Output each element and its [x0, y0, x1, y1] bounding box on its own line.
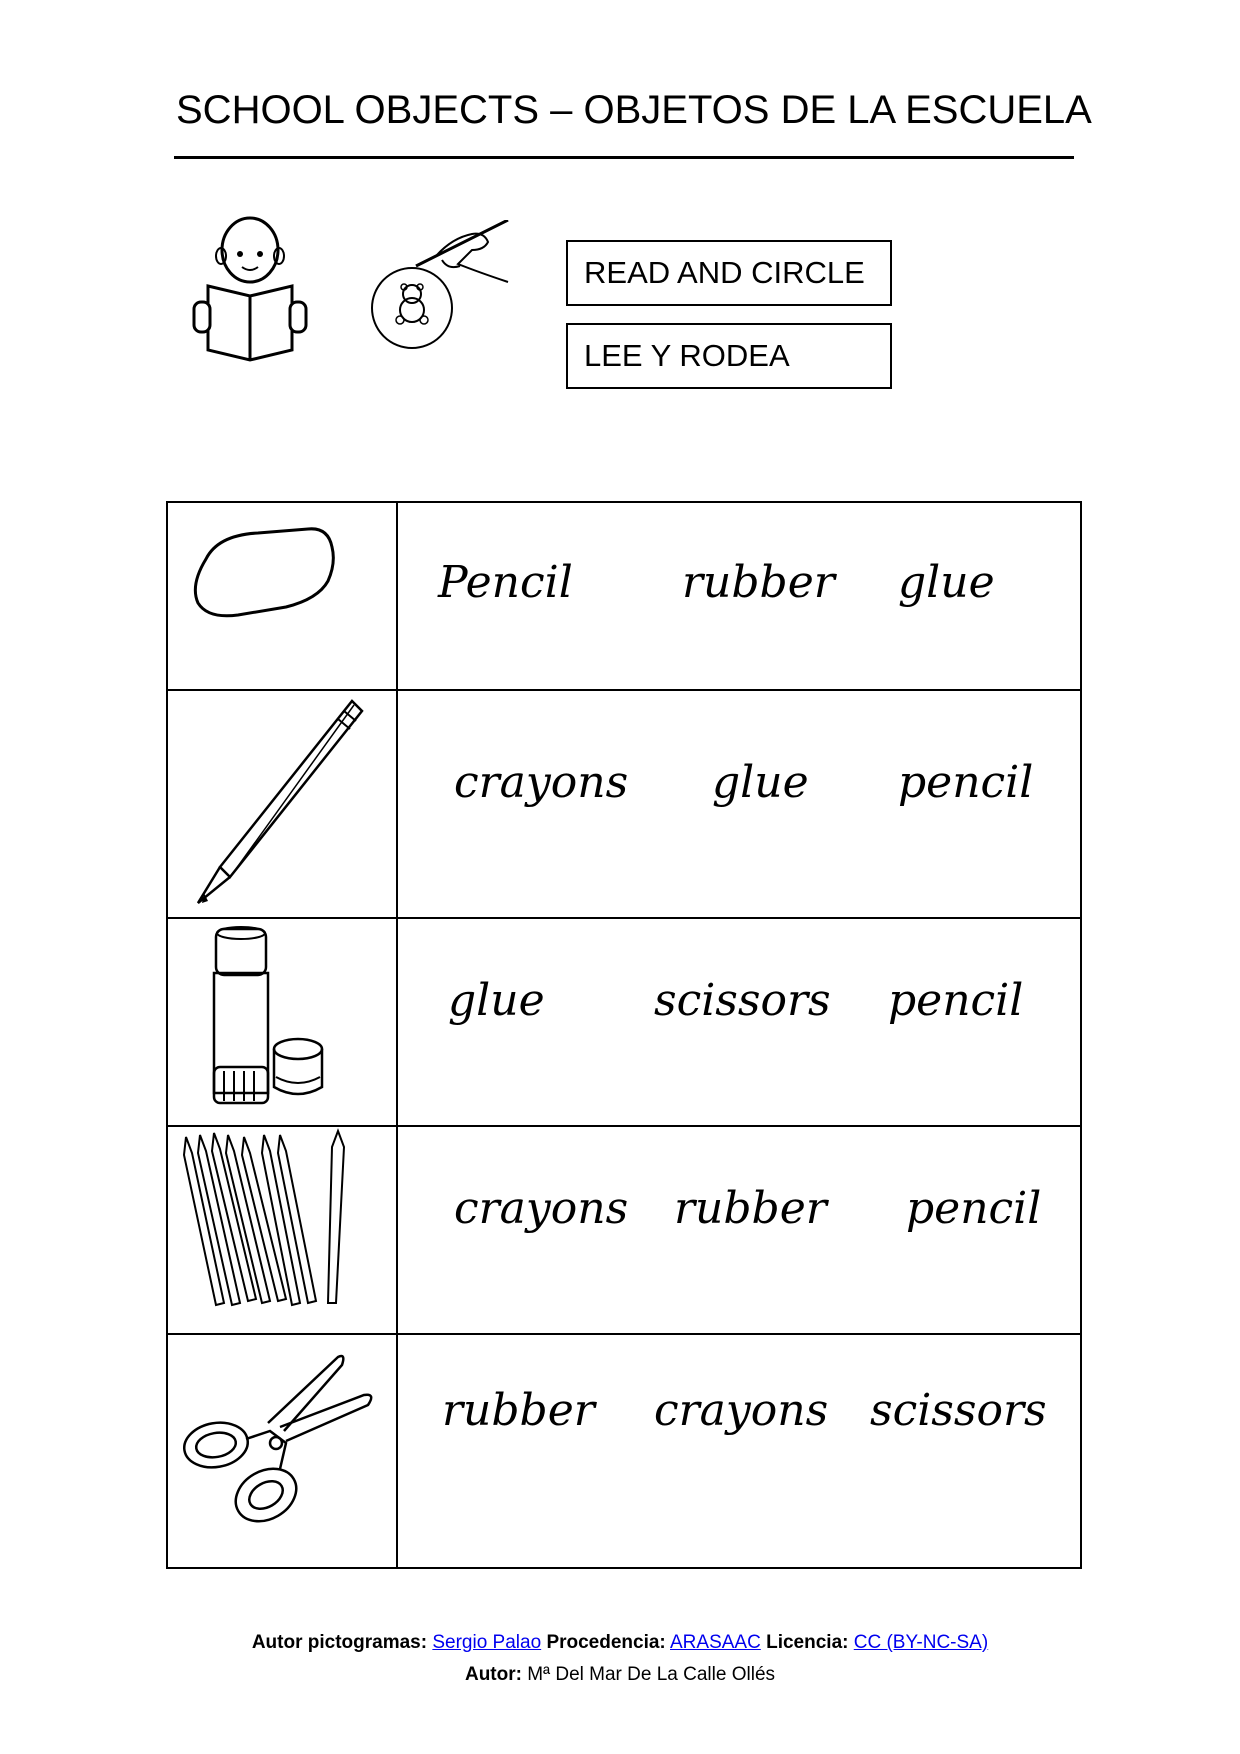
table-row [168, 919, 1080, 1127]
word-option[interactable]: crayons [454, 757, 629, 808]
license-link[interactable]: CC (BY-NC-SA) [853, 1632, 989, 1653]
word-option[interactable]: Pencil [438, 557, 573, 608]
word-option[interactable]: scissors [870, 1385, 1047, 1436]
hand-circling-icon [360, 220, 520, 360]
source-link[interactable]: ARASAAC [670, 1632, 761, 1653]
image-cell [168, 1335, 398, 1567]
scissors-icon [168, 1335, 396, 1565]
word-option[interactable]: rubber [682, 557, 835, 608]
credit-label: Autor pictogramas: [251, 1632, 428, 1653]
glue-stick-icon [168, 919, 396, 1125]
word-option[interactable]: rubber [442, 1385, 595, 1436]
word-option[interactable]: pencil [906, 1183, 1042, 1234]
table-row [168, 691, 1080, 919]
reading-child-icon [190, 212, 310, 362]
crayons-icon [168, 1127, 396, 1333]
instruction-spanish: LEE Y RODEA [566, 323, 892, 389]
table-row [168, 1335, 1080, 1567]
image-cell [168, 503, 398, 689]
word-option[interactable]: crayons [454, 1183, 629, 1234]
credit-label: Autor: [464, 1664, 522, 1685]
word-option[interactable]: glue [448, 975, 545, 1026]
table-row [168, 503, 1080, 691]
word-option[interactable]: glue [898, 557, 995, 608]
instruction-english: READ AND CIRCLE [566, 240, 892, 306]
image-cell [168, 691, 398, 917]
exercise-table [166, 501, 1082, 1569]
words-cell [398, 919, 1080, 1125]
words-cell [398, 503, 1080, 689]
rubber-eraser-icon [168, 503, 396, 689]
word-option[interactable]: pencil [888, 975, 1024, 1026]
words-cell [398, 1127, 1080, 1333]
credit-label: Procedencia: [546, 1632, 666, 1653]
credit-label: Licencia: [766, 1632, 849, 1653]
pencil-icon [168, 691, 396, 917]
image-cell [168, 1127, 398, 1333]
author-link[interactable]: Sergio Palao [432, 1632, 542, 1653]
credits-line [0, 1632, 1240, 1654]
page-title: SCHOOL OBJECTS – OBJETOS DE LA ESCUELA [176, 88, 1092, 132]
words-cell [398, 1335, 1080, 1567]
word-option[interactable]: crayons [654, 1385, 829, 1436]
words-cell [398, 691, 1080, 917]
word-option[interactable]: rubber [674, 1183, 827, 1234]
table-row [168, 1127, 1080, 1335]
word-option[interactable]: pencil [898, 757, 1034, 808]
word-option[interactable]: glue [712, 757, 809, 808]
image-cell [168, 919, 398, 1125]
author-name: Mª Del Mar De La Calle Ollés [527, 1664, 776, 1685]
author-line [0, 1664, 1240, 1686]
word-option[interactable]: scissors [654, 975, 831, 1026]
title-underline [174, 156, 1074, 159]
